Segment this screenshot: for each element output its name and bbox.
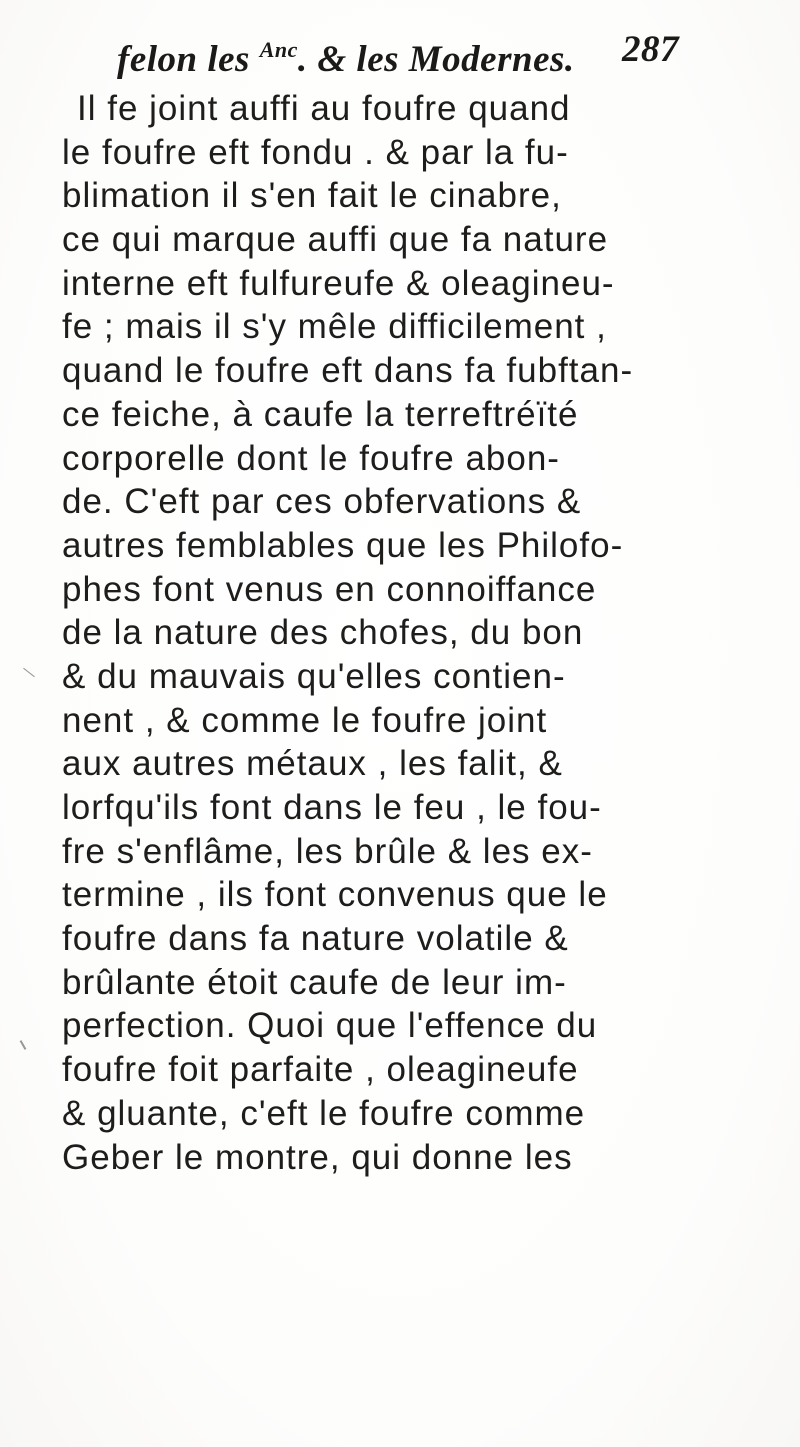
text-line: interne eft fulfureufe & oleagineu- bbox=[62, 263, 615, 303]
text-line: perfection. Quoi que l'effence du bbox=[62, 1006, 598, 1046]
paper-mark bbox=[23, 668, 35, 677]
text-line: termine , ils font convenus que le bbox=[62, 875, 608, 915]
body-paragraph bbox=[62, 87, 682, 1179]
text-line: aux autres métaux , les falit, & bbox=[62, 744, 563, 784]
text-line: foufre dans fa nature volatile & bbox=[62, 919, 569, 959]
text-line: Geber le montre, qui donne les bbox=[62, 1137, 573, 1177]
running-head-middle: . & les Modernes. bbox=[297, 39, 575, 80]
text-line: ce qui marque auffi que fa nature bbox=[62, 220, 609, 260]
text-line: foufre foit parfaite , oleagineufe bbox=[62, 1050, 579, 1090]
text-line: nent , & comme le foufre joint bbox=[62, 700, 548, 740]
text-line: fre s'enflâme, les brûle & les ex- bbox=[62, 831, 593, 871]
text-line: quand le foufre eft dans fa fubftan- bbox=[62, 351, 634, 391]
page-number: 287 bbox=[622, 29, 679, 70]
text-line: & du mauvais qu'elles contien- bbox=[62, 656, 566, 696]
text-line: & gluante, c'eft le foufre comme bbox=[62, 1093, 586, 1133]
text-line: Il fe joint auffi au foufre quand bbox=[77, 89, 571, 128]
text-line: fe ; mais il s'y mêle difficilement , bbox=[62, 307, 607, 347]
text-line: corporelle dont le foufre abon- bbox=[62, 438, 560, 478]
text-line: ce feiche, à caufe la terreftréïté bbox=[62, 394, 579, 434]
text-line: blimation il s'en fait le cinabre, bbox=[62, 176, 562, 216]
text-line: brûlante étoit caufe de leur im- bbox=[62, 962, 567, 1002]
text-line: de la nature des chofes, du bon bbox=[62, 613, 584, 653]
running-head bbox=[117, 22, 717, 78]
running-head-ane: Anc bbox=[259, 37, 298, 62]
paper-mark bbox=[20, 1040, 27, 1050]
text-line: autres femblables que les Philofo- bbox=[62, 525, 624, 565]
text-line: lorfqu'ils font dans le feu , le fou- bbox=[62, 788, 602, 827]
text-line: de. C'eft par ces obfervations & bbox=[62, 482, 582, 522]
running-head-left: felon les bbox=[117, 39, 250, 80]
text-line: phes font venus en connoiffance bbox=[62, 569, 597, 609]
text-line: le foufre eft fondu . & par la fu- bbox=[62, 132, 569, 172]
